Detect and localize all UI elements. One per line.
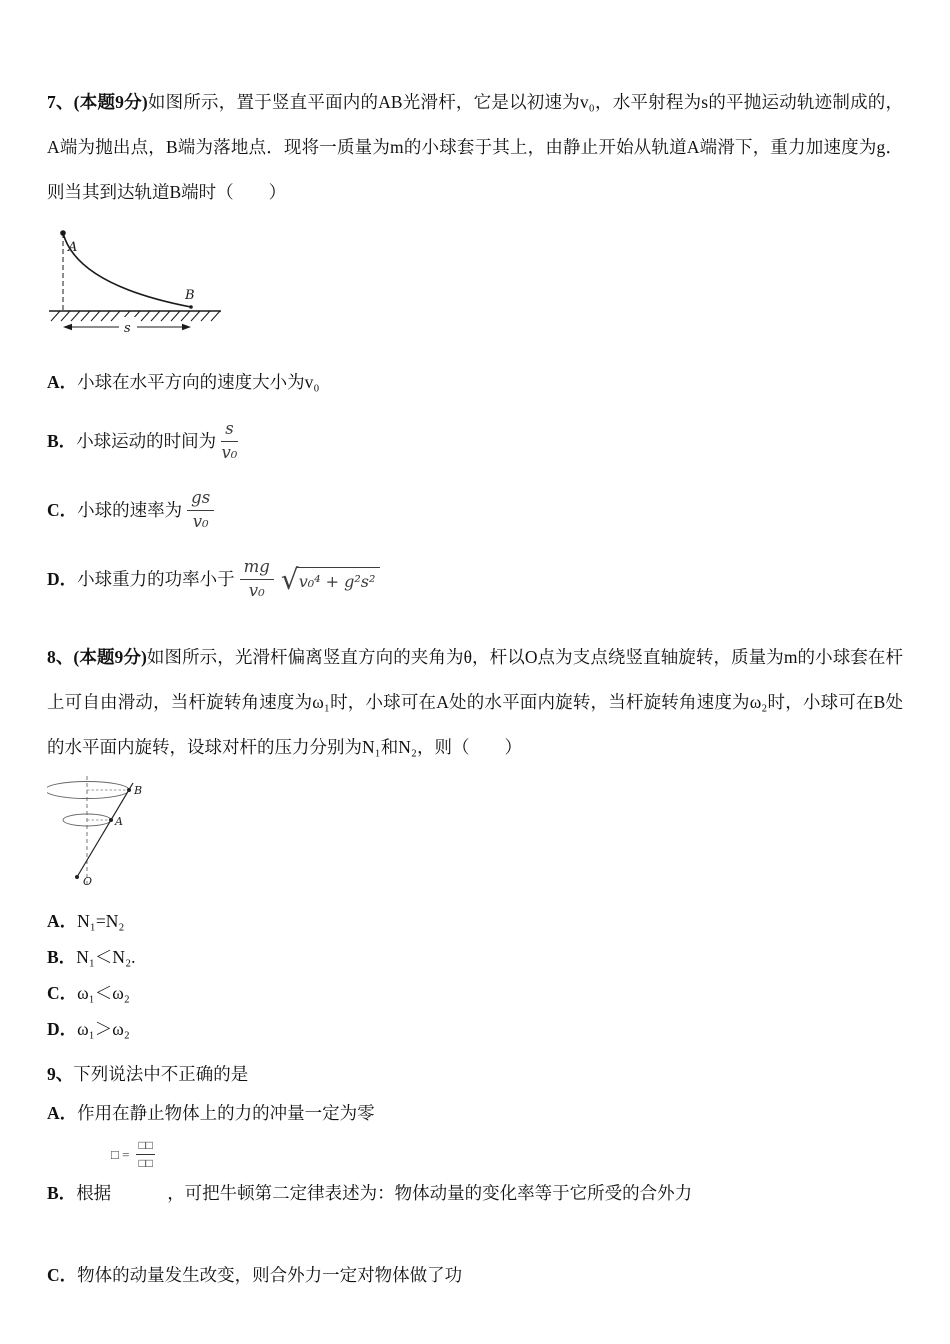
option-text: 小球重力的功率小于: [77, 569, 235, 590]
question-9-option-b: [47, 1137, 903, 1205]
option-text: N₁＜N₂.: [76, 946, 136, 967]
question-8-options: [47, 909, 903, 1041]
question-7-diagram: [49, 225, 903, 342]
option-text-prefix: 根据: [76, 1182, 112, 1203]
figure-label-b: B: [134, 783, 143, 797]
fraction-numerator: □□: [136, 1139, 155, 1155]
question-8-option-b: [47, 945, 903, 969]
radical-sign: √: [280, 562, 299, 596]
fraction-denominator: □□: [138, 1155, 153, 1170]
fraction-s-over-v0: [221, 420, 237, 463]
pivot-o-dot: [75, 875, 79, 879]
figure-label-o: O: [83, 874, 93, 888]
figure-label-a: A: [115, 814, 123, 828]
option-text: 物体的动量发生改变，则合外力一定对物体做了功: [77, 1264, 463, 1285]
radical-expression: [280, 562, 381, 596]
option-text: N₁=N₂: [77, 910, 125, 931]
option-letter: D．: [47, 1018, 78, 1039]
slanted-rod: [77, 783, 133, 877]
option-letter: A．: [47, 1102, 78, 1123]
option-letter: B．: [47, 946, 77, 967]
fraction-numerator: gs: [187, 489, 214, 511]
option-letter: C．: [47, 982, 78, 1003]
formula-lhs: □ =: [111, 1146, 130, 1162]
option-text: 小球在水平方向的速度大小为v₀: [77, 372, 320, 392]
fraction-denominator: v₀: [248, 580, 265, 600]
question-8-stem: [47, 635, 903, 770]
fraction-denominator: v₀: [221, 442, 238, 462]
point-b-dot: [189, 305, 193, 309]
option-letter: B．: [47, 1182, 77, 1203]
parabolic-track: [63, 233, 191, 307]
option-text: 小球的速率为: [77, 500, 183, 521]
question-9: [47, 1059, 903, 1287]
newton-second-law-formula: [111, 1139, 157, 1171]
rotating-rod-figure: [47, 774, 159, 892]
option-letter: A．: [47, 372, 78, 392]
question-7-option-b: [47, 420, 903, 463]
fraction-numerator: s: [221, 420, 237, 442]
point-b-dot: [127, 788, 131, 792]
question-9-text: 下列说法中不正确的是: [73, 1063, 249, 1084]
option-text-suffix: ，可把牛顿第二定律表述为：物体动量的变化率等于它所受的合外力: [167, 1182, 693, 1203]
figure-label-s: s: [124, 321, 131, 336]
question-7-option-a: [47, 370, 903, 394]
figure-label-b: B: [185, 288, 195, 303]
formula-fraction: [136, 1139, 155, 1171]
option-text: 小球运动的时间为: [76, 431, 217, 452]
option-letter: D．: [47, 569, 78, 590]
option-letter: B．: [47, 431, 77, 452]
option-text: 作用在静止物体上的力的冲量一定为零: [77, 1102, 375, 1123]
option-text: ω₁＜ω₂: [77, 982, 130, 1003]
question-7-option-c: [47, 489, 903, 532]
question-8-diagram: [47, 774, 903, 897]
option-letter: C．: [47, 500, 78, 521]
question-8-option-d: [47, 1017, 903, 1041]
fraction-mg-over-v0: [240, 558, 274, 601]
question-7-option-d: [47, 558, 903, 601]
option-letter: A．: [47, 910, 78, 931]
question-8: [47, 635, 903, 1041]
fraction-denominator: v₀: [192, 511, 209, 531]
question-9-option-a: [47, 1101, 903, 1125]
question-9-options: [47, 1101, 903, 1287]
fraction-numerator: mg: [240, 558, 274, 580]
fraction-gs-over-v0: [187, 489, 214, 532]
question-9-option-c: [47, 1263, 903, 1287]
question-7-stem: [47, 80, 903, 215]
radicand: v₀⁴ + g²s²: [297, 567, 381, 594]
question-7-number: 7、(本题9分): [47, 92, 148, 112]
projectile-track-figure: [49, 225, 227, 337]
question-8-option-a: [47, 909, 903, 933]
question-8-number: 8、(本题9分): [47, 646, 147, 667]
option-text: ω₁＞ω₂: [77, 1018, 130, 1039]
point-a-dot: [109, 818, 113, 822]
figure-label-a: A: [68, 240, 78, 255]
question-9-number: 9、: [47, 1063, 74, 1084]
question-7: [47, 80, 903, 601]
question-8-option-c: [47, 981, 903, 1005]
option-letter: C．: [47, 1264, 78, 1285]
question-8-text: 如图所示，光滑杆偏离竖直方向的夹角为θ，杆以O点为支点绕竖直轴旋转，质量为m的小球套在杆上可自由滑动，当杆旋转角速度为ω₁时，小球可在A处的水平面内旋转，当杆旋转角速度为ω₂时，小球可在B处的水平面内旋转，设球对杆的压力分别为N₁和N₂，则（ ）: [47, 646, 903, 757]
question-9-stem: [47, 1059, 903, 1089]
question-7-text: 如图所示，置于竖直平面内的AB光滑杆，它是以初速为v₀，水平射程为s的平抛运动轨迹制成的，A端为抛出点，B端为落地点．现将一质量为m的小球套于其上，由静止开始从轨道A端滑下，重力加速度为g．则当其到达轨道B端时（ ）: [47, 92, 904, 202]
